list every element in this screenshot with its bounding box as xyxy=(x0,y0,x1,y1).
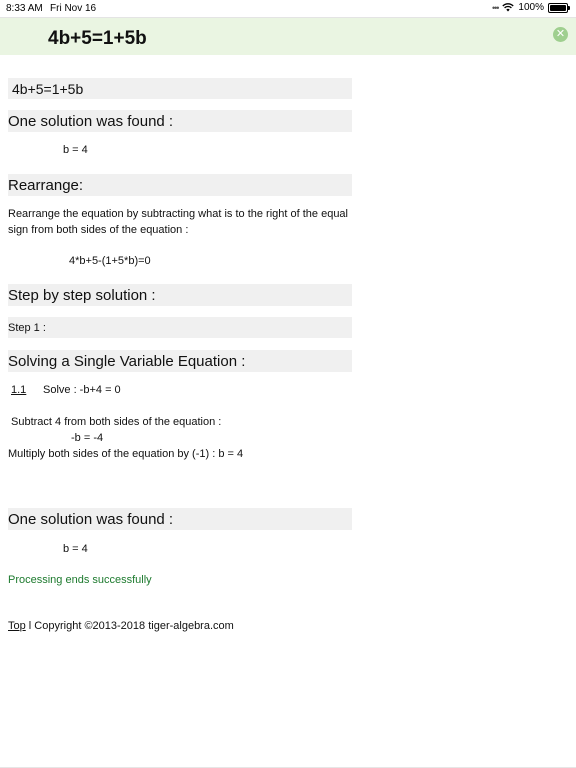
copyright-text: l Copyright ©2013-2018 tiger-algebra.com xyxy=(25,620,234,632)
section-header-step-by-step xyxy=(8,284,352,306)
close-icon[interactable]: ✕ xyxy=(553,27,568,42)
solution-value-2: b = 4 xyxy=(63,543,88,555)
page-title: 4b+5=1+5b xyxy=(48,28,147,49)
section-header-found-1 xyxy=(8,110,352,132)
top-link[interactable]: Top xyxy=(8,620,26,632)
equation-text: 4b+5=1+5b xyxy=(12,81,84,97)
solution-value-1: b = 4 xyxy=(63,144,88,156)
found-title-2: One solution was found : xyxy=(8,511,174,528)
footer xyxy=(8,620,234,632)
section-header-single-variable xyxy=(8,350,352,372)
step-1-bar xyxy=(8,317,352,338)
section-header-found-2 xyxy=(8,508,352,530)
subtract-result: -b = -4 xyxy=(71,432,104,444)
rearranged-equation: 4*b+5-(1+5*b)=0 xyxy=(69,255,151,267)
subtract-text: Subtract 4 from both sides of the equation : xyxy=(11,416,222,428)
found-title-1: One solution was found : xyxy=(8,113,174,130)
rearrange-title: Rearrange: xyxy=(8,177,84,194)
step-1-1-link[interactable]: 1.1 xyxy=(11,384,27,396)
app-header xyxy=(0,18,576,55)
status-date: Fri Nov 16 xyxy=(50,3,97,14)
status-bar xyxy=(0,0,576,18)
step-1-label: Step 1 : xyxy=(8,322,46,334)
multiply-text: Multiply both sides of the equation by (-1) : b = 4 xyxy=(8,448,244,460)
status-right xyxy=(492,2,568,13)
single-variable-title: Solving a Single Variable Equation : xyxy=(8,353,246,370)
wifi-icon xyxy=(502,3,514,12)
status-time: 8:33 AM xyxy=(6,3,43,14)
section-header-rearrange xyxy=(8,174,352,196)
step-1-1-text: Solve : -b+4 = 0 xyxy=(43,384,121,396)
rearrange-text-line-2: sign from both sides of the equation : xyxy=(8,224,189,236)
equation-bar xyxy=(8,78,352,99)
battery-percent: 100% xyxy=(518,2,544,13)
battery-icon xyxy=(548,3,568,13)
step-by-step-title: Step by step solution : xyxy=(8,287,156,304)
rearrange-text-line-1: Rearrange the equation by subtracting what is to the right of the equal xyxy=(8,208,348,220)
more-dots-icon: ••• xyxy=(491,2,499,13)
processing-status: Processing ends successfully xyxy=(8,574,152,586)
